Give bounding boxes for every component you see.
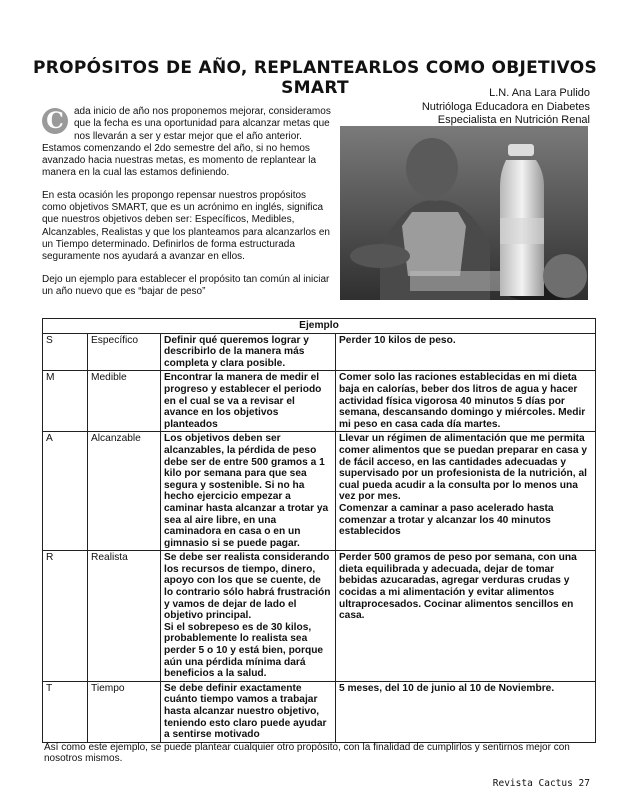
table-row <box>43 551 596 682</box>
smart-definition: Se debe ser realista considerando los recursos de tiempo, dinero, apoyo con los que se cuente, de lo contrario sólo habrá frustración y vamos de dejar de lado el objetivo principal. Si el sobrepeso es de 30 kilos, probablemente lo realista sea perder 5 o 10 y está bien, porque aún una pérdida mínima dará beneficios a la salud. <box>161 551 336 682</box>
smart-name: Realista <box>88 551 161 682</box>
table-row <box>43 681 596 742</box>
author-specialty: Especialista en Nutrición Renal <box>437 114 590 126</box>
smart-letter: A <box>43 432 88 551</box>
smart-name: Tiempo <box>88 681 161 742</box>
intro-paragraph-3: Dejo un ejemplo para establecer el propósito tan común al iniciar un año nuevo que es “bajar de peso” <box>42 273 330 297</box>
smart-example: Perder 500 gramos de peso por semana, con una dieta equilibrada y adecuada, dejar de tomar bebidas azucaradas, agregar verduras crudas y cocidas a mi alimentación y evitar alimentos ultraprocesados. Cocinar alimentos sencillos en casa. <box>336 551 596 682</box>
author-name: L.N. Ana Lara Pulido <box>489 87 590 99</box>
table-row <box>43 432 596 551</box>
smart-name: Específico <box>88 333 161 371</box>
smart-letter: T <box>43 681 88 742</box>
dropcap-letter: C <box>42 108 68 134</box>
smart-definition: Encontrar la manera de medir el progreso y establecer el periodo en el cual se va a revisar el avance en los objetivos planteados <box>161 371 336 432</box>
page-footer: Revista Cactus 27 <box>492 778 590 789</box>
intro-paragraph-1 <box>42 106 332 180</box>
smart-example: Perder 10 kilos de peso. <box>336 333 596 371</box>
smart-definition: Los objetivos deben ser alcanzables, la pérdida de peso debe ser de entre 500 gramos a 1 kilo por semana para que sea segura y sostenible. Si no ha hecho ejercicio empezar a caminar hasta alcanzar a trotar ya sea al aire libre, en una caminadora en casa o en un gimnasio si se puede pagar. <box>161 432 336 551</box>
smart-example: Llevar un régimen de alimentación que me permita comer alimentos que se puedan preparar en casa y de fácil acceso, en las cantidades adecuadas y supervisado por un profesionista de la nutrición, al cual pueda acudir a la consulta por lo menos una vez por mes. Comenzar a caminar a paso acelerado hasta comenzar a trotar y alcanzar los 40 minutos establecidos <box>336 432 596 551</box>
table-row <box>43 371 596 432</box>
author-credential: Nutrióloga Educadora en Diabetes <box>421 100 590 113</box>
intro-text <box>42 106 332 308</box>
article-title: PROPÓSITOS DE AÑO, REPLANTEARLOS COMO OBJETIVOS SMART <box>33 58 597 98</box>
intro-paragraph-2: En esta ocasión les propongo repensar nuestros propósitos como objetivos SMART, que es un acrónimo en inglés, significa que nuestros objetivos deben ser: Específicos, Medibles, Alcanzables, Realistas y que los planteamos para alcanzarlos en un Tiempo determinado. Definirlos de forma estructurada seguramente nos ayudará a avanzar en ellos. <box>42 189 330 263</box>
smart-definition: Se debe definir exactamente cuánto tiempo vamos a trabajar hasta alcanzar nuestro objetivo, teniendo esto claro puede ayudar a sentirse motivado <box>161 681 336 742</box>
smart-letter: R <box>43 551 88 682</box>
author-block <box>422 87 590 128</box>
closing-text: Así como este ejemplo, se puede plantear cualquier otro propósito, con la finalidad de cumplirlos y sentirnos mejor con nosotros mismos. <box>44 742 570 764</box>
smart-example: 5 meses, del 10 de junio al 10 de Noviembre. <box>336 681 596 742</box>
smart-example: Comer solo las raciones establecidas en mi dieta baja en calorías, beber dos litros de agua y hacer actividad física vigorosa 40 minutos 5 días por semana, descansando domingo y miércoles. Medir mi peso en casa cada día martes. <box>336 371 596 432</box>
smart-table <box>42 318 596 743</box>
smart-letter: M <box>43 371 88 432</box>
smart-definition: Definir qué queremos lograr y describirlo de la manera más completa y clara posible. <box>161 333 336 371</box>
smart-name: Alcanzable <box>88 432 161 551</box>
photo-illustration <box>340 126 588 300</box>
intro-paragraph-1-text: ada inicio de año nos proponemos mejorar, consideramos que la fecha es una oportunidad para alcanzar metas que nos llevarán a ser y estar mejor que el año anterior. Estamos comenzando el 2do semestre del año, si no hemos avanzado hacia nuestras metas, es momento de replantear la manera en la cual las estamos definiendo. <box>42 106 331 179</box>
table-header: Ejemplo <box>43 319 596 334</box>
article-photo <box>340 126 588 300</box>
table-row <box>43 333 596 371</box>
smart-name: Medible <box>88 371 161 432</box>
table-header-row <box>43 319 596 334</box>
smart-letter: S <box>43 333 88 371</box>
